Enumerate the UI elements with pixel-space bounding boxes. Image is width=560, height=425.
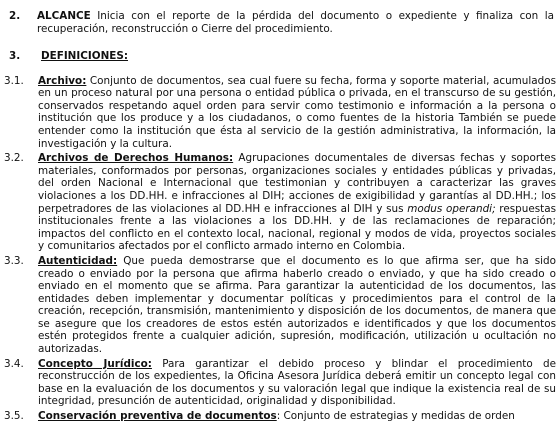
section-alcance (4, 10, 554, 35)
definition-number: 3.2. (4, 152, 24, 165)
definition-term: Archivo: (38, 74, 87, 87)
definition-text: Agrupaciones documentales de diversas fechas y soportes materiales, conformados por personas, organizaciones sociales y entidades públicas y privadas, del orden Nacional e Internacional que testimonian y contribuyen a caracterizar las graves violaciones a los DD.HH. e infracciones al DIH; acciones de exigibilidad y garantías al DD.HH.; los perpetradores de las violaciones al DD.HH e infracciones al DIH y sus (38, 152, 556, 215)
definition-italic-text: modus operandi; (407, 202, 496, 215)
definition-archivos-ddhh (4, 152, 556, 253)
definition-term: Concepto Jurídico: (38, 357, 152, 370)
definitions-section (4, 50, 556, 425)
definition-conservacion-preventiva (4, 410, 556, 423)
definition-number: 3.3. (4, 254, 24, 267)
definition-text: Que pueda demostrarse que el documento es lo que afirma ser, que ha sido creado o enviado por la persona que afirma haberlo creado o enviado, y que ha sido creado o enviado en el momento que se afirma. Para garantizar la autenticidad de los documentos, las entidades deben implementar y documentar políticas y procedimientos para el control de la creación, recepción, transmisión, mantenimiento y disposición de los documentos, de manera que se asegure que los creadores de estos estén autorizados e identificados y que los documentos estén protegidos frente a cualquier adición, supresión, modificación, utilización u ocultación no autorizadas. (38, 254, 556, 356)
definition-term: Archivos de Derechos Humanos: (38, 152, 234, 165)
section-number: 2. (9, 10, 21, 22)
definition-term: Autenticidad: (38, 254, 118, 267)
definition-number: 3.5. (4, 410, 24, 423)
definition-autenticidad (4, 255, 556, 356)
definition-number: 3.4. (4, 357, 24, 370)
definition-text: Conjunto de documentos, sea cual fuere su fecha, forma y soporte material, acumulados en un proceso natural por una persona o entidad pública o privada, en el transcurso de su gestión, conservados respetando aquel orden para servir como testimonio e información a la persona o institución que los produce y a los ciudadanos, o como fuentes de la historia También se puede entender como la institución que ésta al servicio de la gestión administrativa, la información, la investigación y la cultura. (38, 74, 556, 150)
definition-text: Para garantizar el debido proceso y blindar el procedimiento de reconstrucción de los expedientes, la Oficina Asesora Jurídica deberá emitir un concepto legal con base en la evaluación de los documentos y su valoración legal que indique la existencia real de su integridad, presunción de autenticidad, originalidad y disponibilidad. (38, 357, 556, 408)
definition-concepto-juridico (4, 358, 556, 408)
definition-text: : Conjunto de estrategias y medidas de orden (276, 410, 515, 423)
definition-number: 3.1. (4, 74, 24, 87)
section-number: 3. (9, 50, 21, 62)
section-title: ALCANCE (37, 10, 91, 22)
section-text: Inicia con el reporte de la pérdida del documento o expediente y finaliza con la recuperación, reconstrucción o Cierre del procedimiento. (37, 10, 554, 35)
section-title: DEFINICIONES: (41, 50, 129, 62)
section-heading-definiciones (4, 50, 556, 63)
definition-term: Conservación preventiva de documentos (38, 410, 277, 423)
definition-text-continued: respuestas institucionales frente a las violaciones a los DD.HH. y de las reclamaciones de reparación; impactos del conflicto en el contexto local, nacional, regional y modos de vida, proyectos sociales y comunitarios afectados por el conflicto armado interno en Colombia. (38, 202, 556, 253)
definition-archivo (4, 75, 556, 151)
